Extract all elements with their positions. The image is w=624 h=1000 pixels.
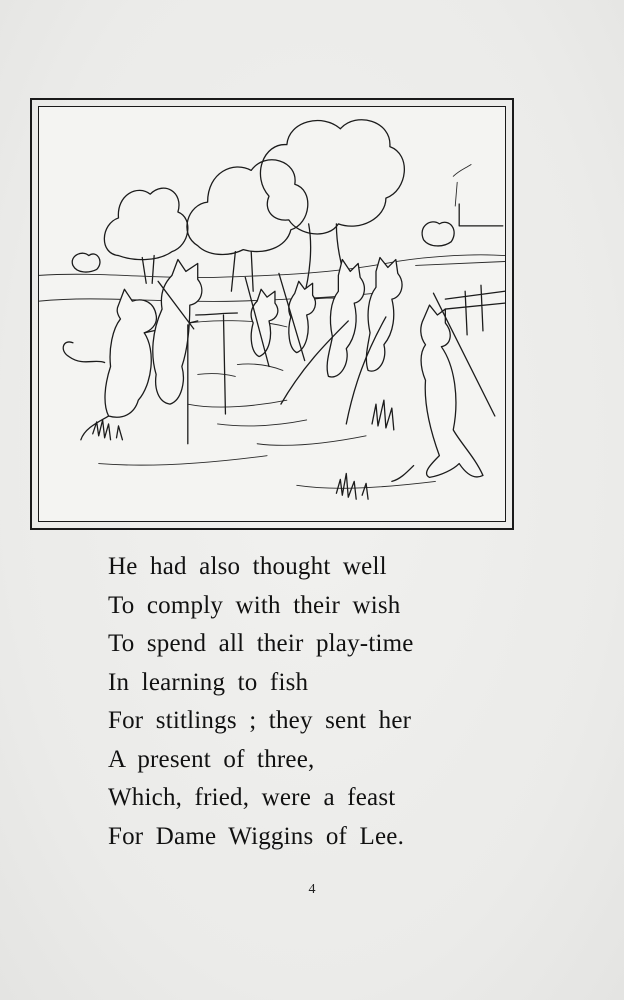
cats-fishing-illustration xyxy=(39,107,505,521)
verse-line: For stitlings ; they sent her xyxy=(108,707,412,734)
verse-line: Which, fried, were a feast xyxy=(108,784,396,811)
illustration xyxy=(38,106,506,522)
verse-line: He had also thought well xyxy=(108,553,387,580)
cat-tall-left xyxy=(153,260,238,444)
background-trees xyxy=(72,120,503,301)
verse-line: To spend all their play-time xyxy=(108,630,414,657)
verse-line: A present of three, xyxy=(108,745,315,773)
cat-standing-right xyxy=(392,293,495,481)
page-number: 4 xyxy=(308,882,316,897)
verse xyxy=(108,548,508,856)
verse-line: For Dame Wiggins of Lee. xyxy=(108,822,405,850)
verse-line: In learning to fish xyxy=(108,668,309,696)
cats-middle-small xyxy=(245,273,315,366)
verse-line: To comply with their wish xyxy=(108,591,401,619)
illustration-frame xyxy=(30,98,514,530)
